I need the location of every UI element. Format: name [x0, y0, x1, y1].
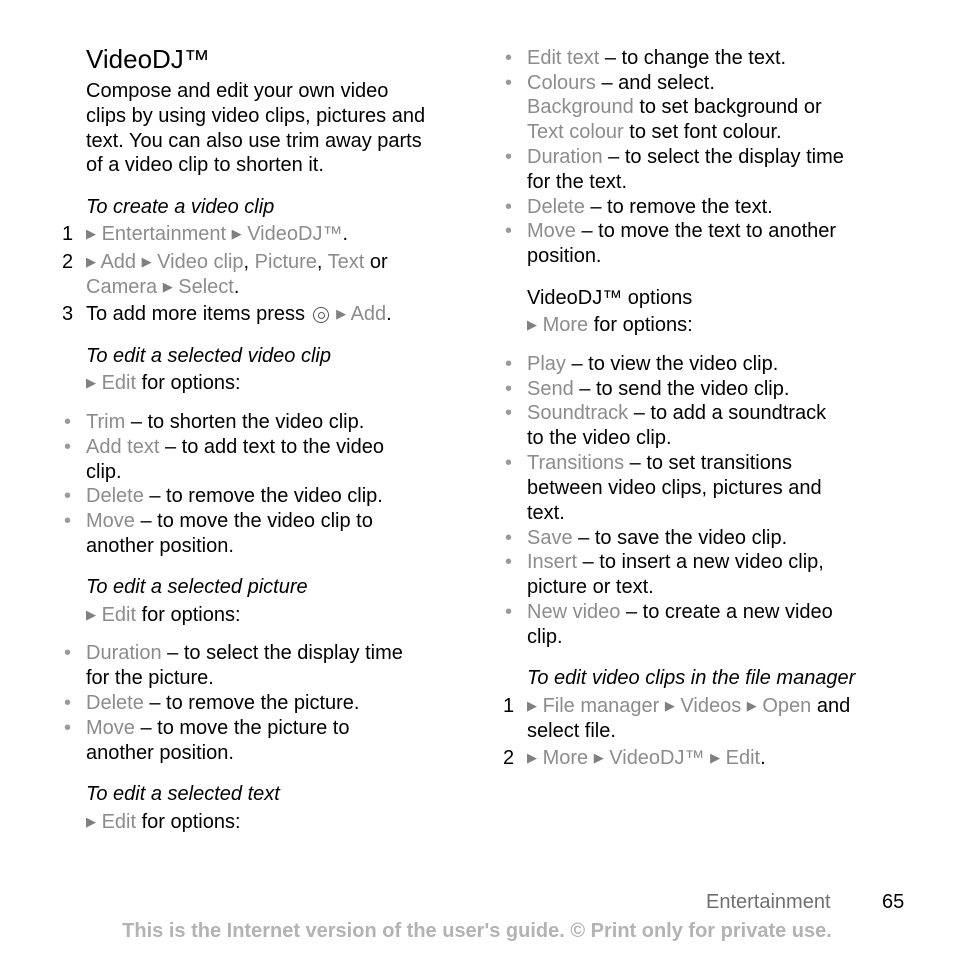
bullet-cont: another position. — [86, 535, 234, 557]
bullet-item — [505, 526, 788, 551]
option-desc: – to remove the picture. — [149, 692, 360, 714]
bullet-item — [64, 641, 403, 666]
bullet-cont: another position. — [86, 742, 234, 764]
section-heading: To edit a selected video clip — [86, 345, 331, 367]
arrow-icon: ▶ — [710, 750, 721, 765]
option-name: Duration — [527, 146, 603, 168]
option-desc: – to view the video clip. — [571, 353, 779, 375]
bullet-item — [505, 550, 824, 575]
step-text: To add more items press — [86, 303, 305, 325]
menu-item-text: Text — [327, 251, 365, 273]
bullet-item — [505, 451, 792, 476]
page-title: VideoDJ™ — [86, 44, 210, 74]
option-desc: – to save the video clip. — [578, 527, 788, 549]
bullet-icon: • — [64, 510, 72, 532]
menu-item-add: Add — [100, 251, 137, 273]
bullet-icon: • — [505, 220, 513, 242]
step-2 — [503, 746, 766, 772]
menu-item-file-manager: File manager — [542, 695, 660, 717]
options-line — [86, 371, 241, 397]
bullet-cont: for the text. — [527, 171, 628, 193]
section-heading: To edit a selected text — [86, 783, 280, 805]
arrow-icon: ▶ — [86, 254, 96, 269]
punct: . — [342, 223, 348, 245]
menu-item-select: Select — [178, 276, 234, 298]
bullet-icon: • — [64, 411, 72, 433]
option-name: Play — [527, 353, 566, 375]
arrow-icon: ▶ — [231, 226, 242, 241]
option-name: Move — [527, 220, 576, 242]
bullet-icon: • — [505, 527, 513, 549]
step-2: 2 ▶ Add ▶ Video clip, Picture, Text or — [62, 251, 388, 273]
intro-line: of a video clip to shorten it. — [86, 154, 324, 176]
bullet-cont: clip. — [86, 461, 122, 483]
bullet-item — [505, 401, 827, 426]
option-desc: – to move the text to another — [581, 220, 837, 242]
options-text: for options: — [141, 604, 241, 626]
option-name: Move — [86, 510, 135, 532]
option-desc: – to add a soundtrack — [633, 402, 827, 424]
intro-line: clips by using video clips, pictures and — [86, 105, 426, 127]
navigation-key-icon — [313, 307, 329, 323]
menu-item-picture: Picture — [254, 251, 317, 273]
bullet-cont: for the picture. — [86, 667, 214, 689]
options-line — [527, 313, 693, 339]
arrow-icon: ▶ — [593, 750, 604, 765]
section-heading: VideoDJ™ options — [527, 287, 693, 309]
bullet-icon: • — [64, 692, 72, 714]
option-name: Colours — [527, 72, 596, 94]
bullet-cont: picture or text. — [527, 576, 654, 598]
option-desc: – to create a new video — [625, 601, 833, 623]
option-name: New video — [527, 601, 621, 623]
option-name: Duration — [86, 642, 162, 664]
bullet-item — [64, 691, 360, 716]
arrow-icon: ▶ — [527, 750, 537, 765]
menu-item-open: Open — [762, 695, 812, 717]
options-text: for options: — [141, 811, 241, 833]
option-name: Trim — [86, 411, 126, 433]
menu-item-videodj: VideoDJ™ — [247, 223, 343, 245]
bullet-icon: • — [64, 436, 72, 458]
punct: . — [233, 276, 240, 298]
bullet-icon: • — [64, 642, 72, 664]
arrow-icon: ▶ — [86, 607, 96, 622]
or-text: or — [369, 251, 388, 273]
option-name: Add text — [86, 436, 160, 458]
option-desc: – to add text to the video — [164, 436, 384, 458]
arrow-icon: ▶ — [162, 279, 173, 294]
option-desc: – to move the picture to — [140, 717, 350, 739]
bullet-icon: • — [64, 717, 72, 739]
option-desc: to set font colour. — [629, 121, 782, 143]
menu-item-more: More — [542, 747, 589, 769]
arrow-icon: ▶ — [86, 375, 96, 390]
bullet-icon: • — [505, 601, 513, 623]
bullet-icon: • — [505, 196, 513, 218]
bullet-item — [505, 71, 715, 96]
menu-item-edit: Edit — [725, 747, 761, 769]
option-name: Delete — [86, 485, 144, 507]
option-name: Move — [86, 717, 135, 739]
option-desc: – to set transitions — [629, 452, 792, 474]
option-name: Delete — [86, 692, 144, 714]
option-desc: – to remove the text. — [590, 196, 773, 218]
option-desc: to set background or — [639, 96, 822, 118]
arrow-icon: ▶ — [336, 306, 347, 321]
bullet-icon: • — [505, 146, 513, 168]
menu-item-video-clip: Video clip — [157, 251, 244, 273]
bullet-item — [505, 600, 833, 625]
bullet-icon: • — [64, 485, 72, 507]
option-desc: – to send the video clip. — [579, 378, 790, 400]
step-1 — [62, 222, 348, 248]
bullet-icon: • — [505, 551, 513, 573]
step-1 — [503, 694, 851, 720]
step-number: 2 — [62, 251, 74, 273]
bullet-item — [505, 46, 787, 71]
option-name: Edit text — [527, 47, 600, 69]
option-name: Text colour — [527, 121, 624, 143]
bullet-cont — [527, 95, 822, 120]
option-name: Background — [527, 96, 634, 118]
option-desc: – to select the display time — [167, 642, 403, 664]
arrow-icon: ▶ — [141, 254, 152, 269]
and-text: and — [816, 695, 851, 717]
options-line — [86, 810, 241, 836]
punct: . — [386, 303, 392, 325]
step-number: 1 — [62, 223, 74, 245]
bullet-cont: to the video clip. — [527, 427, 672, 449]
bullet-cont: clip. — [527, 626, 563, 648]
section-heading: To edit a selected picture — [86, 576, 308, 598]
arrow-icon: ▶ — [527, 317, 537, 332]
bullet-item — [505, 195, 773, 220]
arrow-icon: ▶ — [86, 814, 96, 829]
page-number: 65 — [882, 891, 905, 913]
options-text: for options: — [593, 314, 693, 336]
step-number: 1 — [503, 695, 515, 717]
option-name: Send — [527, 378, 574, 400]
menu-item-edit: Edit — [101, 811, 137, 833]
option-desc: – to move the video clip to — [140, 510, 373, 532]
bullet-cont: position. — [527, 245, 602, 267]
bullet-icon: • — [505, 353, 513, 375]
option-name: Save — [527, 527, 573, 549]
footer-disclaimer: This is the Internet version of the user's guide. © Print only for private use. — [122, 920, 832, 942]
menu-item-camera: Camera — [86, 276, 158, 298]
bullet-icon: • — [505, 47, 513, 69]
option-name: Insert — [527, 551, 578, 573]
option-name: Delete — [527, 196, 585, 218]
option-name: Soundtrack — [527, 402, 629, 424]
bullet-cont: text. — [527, 502, 565, 524]
option-desc: – to remove the video clip. — [149, 485, 383, 507]
intro-line: text. You can also use trim away parts — [86, 130, 422, 152]
menu-item-add: Add — [350, 303, 387, 325]
options-line — [86, 603, 241, 629]
menu-item-more: More — [542, 314, 589, 336]
bullet-item — [64, 435, 384, 460]
option-desc: – to insert a new video clip, — [582, 551, 824, 573]
arrow-icon: ▶ — [86, 226, 96, 241]
punct: . — [760, 747, 766, 769]
bullet-item — [505, 219, 837, 244]
menu-item-edit: Edit — [101, 372, 137, 394]
step-2-cont — [86, 275, 239, 301]
option-desc: – to change the text. — [604, 47, 787, 69]
menu-item-edit: Edit — [101, 604, 137, 626]
bullet-icon: • — [505, 72, 513, 94]
bullet-item — [505, 352, 779, 377]
step-1-cont: select file. — [527, 720, 616, 742]
bullet-item — [505, 145, 844, 170]
bullet-item — [64, 410, 365, 435]
menu-item-entertainment: Entertainment — [101, 223, 227, 245]
section-heading: To edit video clips in the file manager — [527, 667, 856, 689]
bullet-icon: • — [505, 378, 513, 400]
bullet-item — [64, 716, 350, 741]
bullet-icon: • — [505, 452, 513, 474]
step-3 — [62, 302, 392, 328]
step-number: 2 — [503, 747, 515, 769]
bullet-item — [64, 484, 383, 509]
option-desc: – to shorten the video clip. — [130, 411, 365, 433]
bullet-cont: between video clips, pictures and — [527, 477, 822, 499]
bullet-cont — [527, 120, 782, 145]
arrow-icon: ▶ — [664, 698, 675, 713]
menu-item-videodj: VideoDJ™ — [609, 747, 705, 769]
option-name: Transitions — [527, 452, 625, 474]
options-text: for options: — [141, 372, 241, 394]
step-number: 3 — [62, 303, 74, 325]
bullet-icon: • — [505, 402, 513, 424]
intro-line: Compose and edit your own video — [86, 80, 389, 102]
footer-section: Entertainment — [706, 891, 831, 913]
menu-item-videos: Videos — [680, 695, 742, 717]
bullet-item — [505, 377, 790, 402]
arrow-icon: ▶ — [527, 698, 537, 713]
option-desc: – to select the display time — [608, 146, 844, 168]
option-desc: – and select. — [601, 72, 715, 94]
bullet-item — [64, 509, 373, 534]
section-heading: To create a video clip — [86, 196, 275, 218]
arrow-icon: ▶ — [746, 698, 757, 713]
